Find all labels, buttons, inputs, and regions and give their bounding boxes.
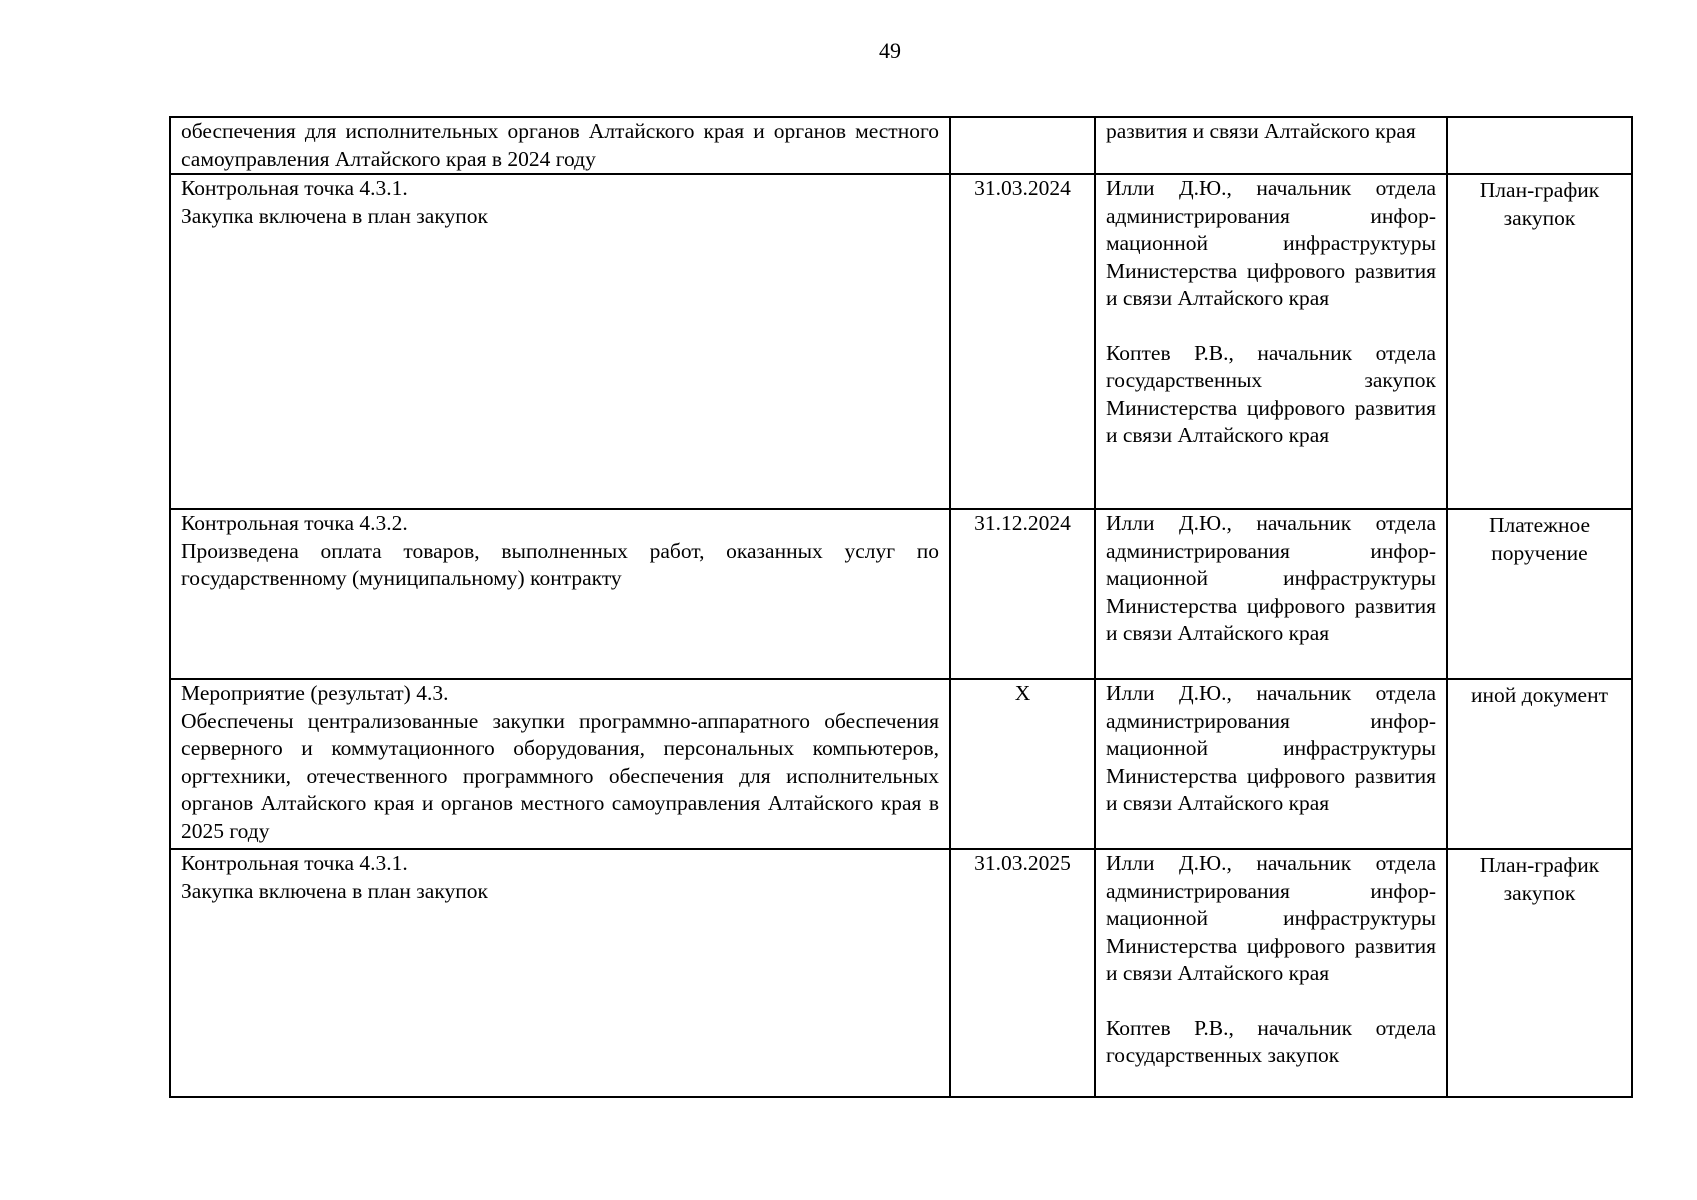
document-cell xyxy=(1447,174,1632,509)
responsible-person: Илли Д.Ю., начальник отдела администрирования инфор-мационной инфраструктуры Министерства цифрового развития и связи Алтайского края xyxy=(1106,851,1436,985)
plan-table xyxy=(169,116,1633,1098)
event-text: обеспечения для исполнительных органов Алтайского края и органов местного самоуправления Алтайского края в 2024 году xyxy=(181,119,939,171)
date-cell xyxy=(950,174,1095,509)
responsible-person: развития и связи Алтайского края xyxy=(1106,119,1416,143)
date-cell xyxy=(950,679,1095,849)
document-type: Платежное поручение xyxy=(1488,513,1591,565)
responsible-person: Коптев Р.В., начальник отдела государственных закупок xyxy=(1106,1015,1436,1067)
event-heading: Контрольная точка 4.3.2. xyxy=(181,511,408,535)
table-row xyxy=(170,174,1632,509)
table-row xyxy=(170,849,1632,1097)
document-type: План-график закупок xyxy=(1479,853,1600,905)
table-row xyxy=(170,509,1632,679)
date-value: 31.12.2024 xyxy=(974,511,1071,535)
event-heading: Контрольная точка 4.3.1. xyxy=(181,851,408,875)
event-heading: Мероприятие (результат) 4.3. xyxy=(181,681,449,705)
date-value: 31.03.2024 xyxy=(974,176,1071,200)
responsible-person: Илли Д.Ю., начальник отдела администрирования инфор-мационной инфраструктуры Министерства цифрового развития и связи Алтайского края xyxy=(1106,176,1436,310)
responsible-cell xyxy=(1095,679,1447,849)
table-row xyxy=(170,679,1632,849)
event-text: Закупка включена в план закупок xyxy=(181,878,488,903)
event-cell xyxy=(170,849,950,1097)
event-cell xyxy=(170,509,950,679)
document-cell xyxy=(1447,509,1632,679)
responsible-cell xyxy=(1095,117,1447,174)
document-type: иной документ xyxy=(1471,683,1608,707)
event-cell xyxy=(170,117,950,174)
table-row xyxy=(170,117,1632,174)
responsible-cell xyxy=(1095,174,1447,509)
event-cell xyxy=(170,174,950,509)
date-value: 31.03.2025 xyxy=(974,851,1071,875)
date-cell xyxy=(950,117,1095,174)
responsible-person: Илли Д.Ю., начальник отдела администрирования инфор-мационной инфраструктуры Министерства цифрового развития и связи Алтайского края xyxy=(1106,511,1436,645)
event-cell xyxy=(170,679,950,849)
document-cell xyxy=(1447,849,1632,1097)
document-cell xyxy=(1447,679,1632,849)
responsible-cell xyxy=(1095,849,1447,1097)
document-cell xyxy=(1447,117,1632,174)
event-text: Закупка включена в план закупок xyxy=(181,203,488,228)
responsible-person: Илли Д.Ю., начальник отдела администрирования инфор-мационной инфраструктуры Министерства цифрового развития и связи Алтайского края xyxy=(1106,681,1436,815)
event-text: Произведена оплата товаров, выполненных работ, оказанных услуг по государственному (муниципальному) контракту xyxy=(181,538,939,590)
event-heading: Контрольная точка 4.3.1. xyxy=(181,176,408,200)
responsible-cell xyxy=(1095,509,1447,679)
date-cell xyxy=(950,849,1095,1097)
responsible-person: Коптев Р.В., начальник отдела государственных закупок Министерства цифрового развития и связи Алтайского края xyxy=(1106,340,1436,447)
page-number: 49 xyxy=(879,38,901,63)
date-value: X xyxy=(1014,681,1031,705)
date-cell xyxy=(950,509,1095,679)
event-text: Обеспечены централизованные закупки программно-аппаратного обеспечения серверного и коммутационного оборудования, персональных компьютеров, оргтехники, отечественного программного обеспечения для исполнительных органов Алтайского края и органов местного самоуправления Алтайского края в 2025 году xyxy=(181,708,939,843)
document-type: План-график закупок xyxy=(1479,178,1600,230)
